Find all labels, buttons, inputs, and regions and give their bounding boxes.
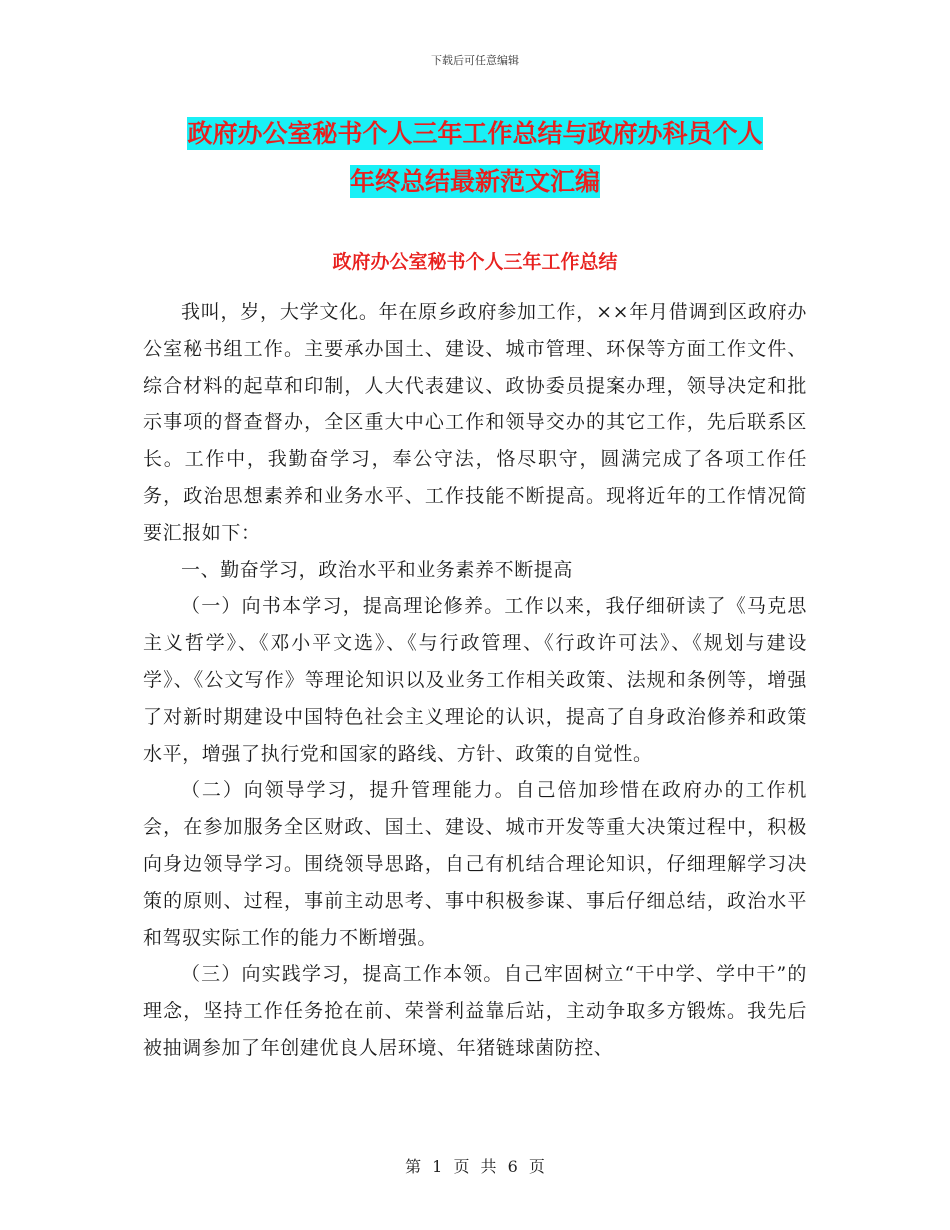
paragraph: （二）向领导学习，提升管理能力。自己倍加珍惜在政府办的工作机会，在参加服务全区财政、国土、建设、城市开发等重大决策过程中，积极向身边领导学习。围绕领导思路，自己有机结合理论知识，仔细理解学习决策的原则、过程，事前主动思考、事中积极参谋、事后仔细总结，政治水平和驾驭实际工作的能力不断增强。 xyxy=(143,779,807,949)
document-title xyxy=(130,110,820,206)
title-line-1: 政府办公室秘书个人三年工作总结与政府办科员个人 xyxy=(187,119,763,148)
page-number: 第 1 页 共 6 页 xyxy=(405,1157,545,1176)
paragraph: （三）向实践学习，提高工作本领。自己牢固树立“干中学、学中干”的理念，坚持工作任务抢在前、荣誉利益靠后站，主动争取多方锻炼。我先后被抽调参加了年创建优良人居环境、年猪链球菌防控、 xyxy=(143,963,807,1059)
paragraph: 我叫，岁，大学文化。年在原乡政府参加工作，××年月借调到区政府办公室秘书组工作。主要承办国土、建设、城市管理、环保等方面工作文件、综合材料的起草和印制，人大代表建议、政协委员提案办理，领导决定和批示事项的督查督办，全区重大中心工作和领导交办的其它工作，先后联系区长。工作中，我勤奋学习，奉公守法，恪尽职守，圆满完成了各项工作任务，政治思想素养和业务水平、工作技能不断提高。现将近年的工作情况简要汇报如下： xyxy=(143,301,807,544)
body-text xyxy=(143,294,807,1067)
paragraph-heading: 一、勤奋学习，政治水平和业务素养不断提高 xyxy=(181,558,574,581)
section-title: 政府办公室秘书个人三年工作总结 xyxy=(332,251,618,273)
page-header: 下载后可任意编辑 xyxy=(431,54,519,67)
title-line-2: 年终总结最新范文汇编 xyxy=(349,167,600,196)
paragraph: （一）向书本学习，提高理论修养。工作以来，我仔细研读了《马克思主义哲学》、《邓小平文选》、《与行政管理、《行政许可法》、《规划与建设学》、《公文写作》等理论知识以及业务工作相关政策、法规和条例等，增强了对新时期建设中国特色社会主义理论的认识，提高了自身政治修养和政策水平，增强了执行党和国家的路线、方针、政策的自觉性。 xyxy=(143,595,807,765)
